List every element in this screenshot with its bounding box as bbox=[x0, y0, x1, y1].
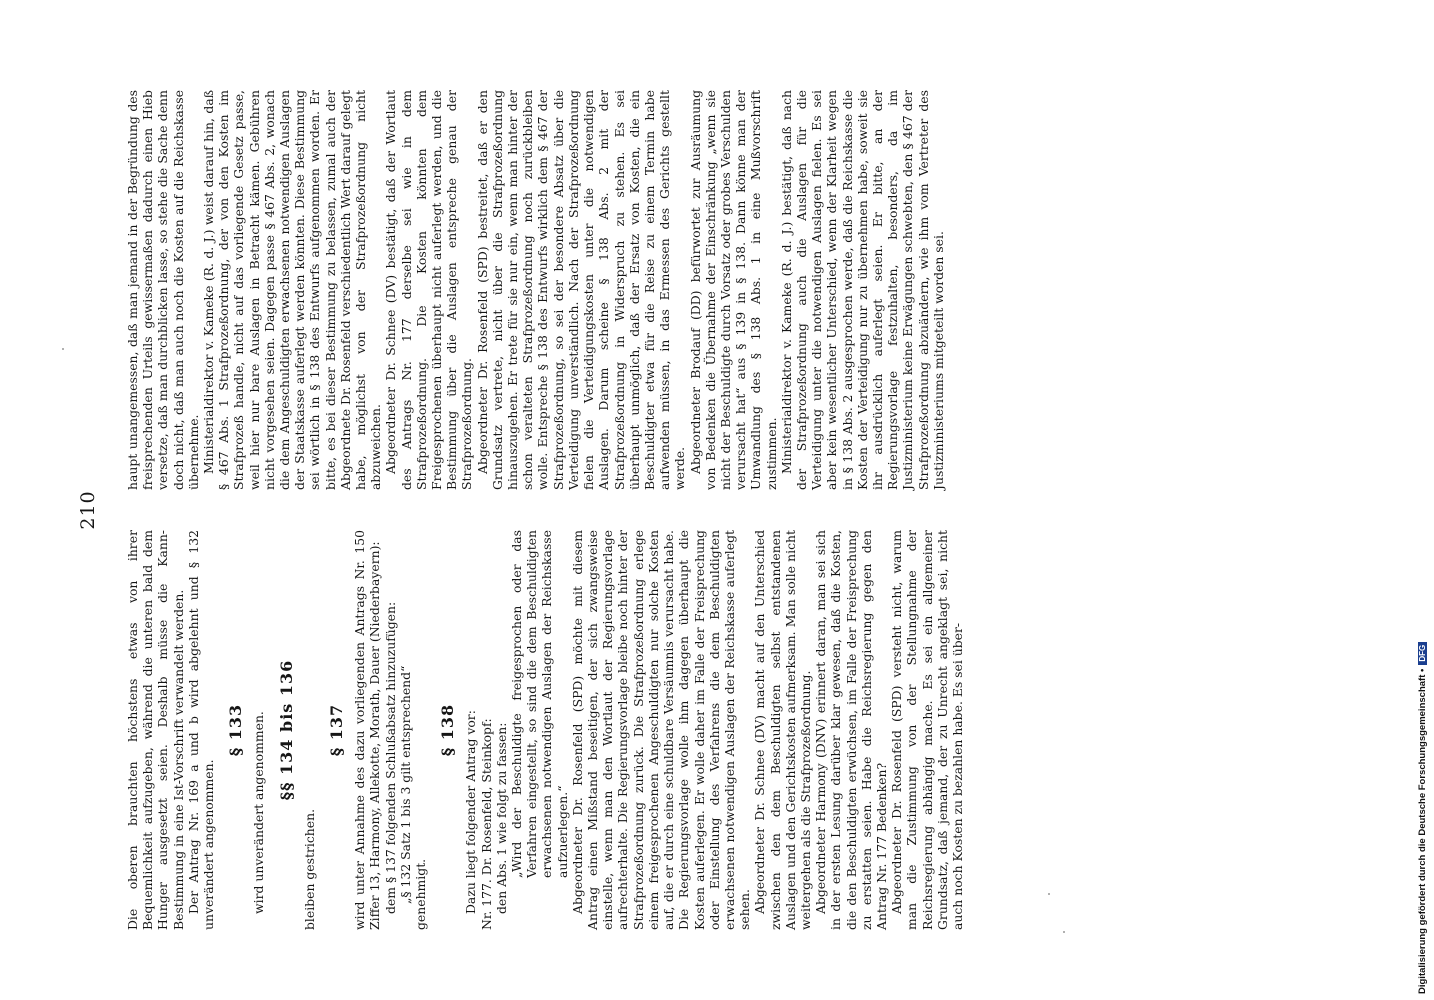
paragraph: dem § 137 folgenden Schlußabsatz hinzuzufügen: bbox=[382, 601, 398, 914]
paragraph: Ministerialdirektor v. Kameke (R. d. J.) bestätigt, daß nach der Strafprozeßordnung auch die Auslagen für die Verteidigung unter die notwendigen Auslagen fielen. Es sei aber kein wesentlicher Unterschied, wenn der Klarheit wegen in § 138 Abs. 2 ausgesprochen werde, daß die Reichskasse die Kosten der Verteidigung nur zu übernehmen habe, soweit sie ihr ausdrücklich auferlegt seien. Er bitte, an der Regierungsvorlage festzuhalten, besonders, da im Justizministerium keine Erwägungen schwebten, den § 467 der Strafprozeßordnung abzuändern, wie ihm vom Vertreter des Justizministeriums mitgeteilt worden sei. bbox=[778, 90, 946, 490]
scan-speck bbox=[1063, 931, 1065, 933]
section-heading: § 138 bbox=[438, 703, 458, 757]
paragraph: Abgeordneter Dr. Rosenfeld (SPD) bestreitet, daß er den Grundsatz vertrete, nicht über die Strafprozeßordnung hinauszugehen. Er trete für sie nur ein, wenn man hinter der schon veralteten Strafprozeßordnung noch zurückbleiben wolle. Entspreche § 138 des Entwurfs wirklich dem § 467 der Strafprozeßordnung, so sei der besondere Absatz über die Verteidigung unverständlich. Nach der Strafprozeßordnung fielen die Verteidigungskosten unter die notwendigen Auslagen. Darum scheine § 138 Abs. 2 mit der Strafprozeßordnung in Widerspruch zu stehen. Es sei überhaupt unmöglich, daß der Ersatz von Kosten, die ein Beschuldigter etwa für die Reise zu einem Termin habe aufwenden müssen, in das Ermessen des Gerichts gestellt werde. bbox=[474, 90, 688, 490]
dfg-logo: DFG bbox=[1418, 642, 1427, 665]
paragraph: „§ 132 Satz 1 bis 3 gilt entsprechend“ bbox=[397, 665, 413, 904]
paragraph: Nr. 177. Dr. Rosenfeld, Steinkopf: bbox=[478, 718, 494, 930]
funding-note bbox=[1417, 4, 1428, 994]
rotated-page bbox=[77, 90, 1235, 930]
paragraph: Abgeordneter Harmony (DNV) erinnert daran, man sei sich in der ersten Lesung darüber klar gewesen, daß die Kosten, die den Beschuldigten erwüchsen, im Falle der Freisprechung zu erstatten seien. Habe die Reichsregierung gegen den Antrag Nr. 177 Bedenken? bbox=[813, 530, 889, 930]
left-column bbox=[125, 530, 965, 930]
paragraph: Abgeordneter Dr. Rosenfeld (SPD) versteht nicht, warum man die Zustimmung von der Stellungnahme der Reichsregierung abhängig mache. Es sei ein allgemeiner Grundsatz, daß jemand, der zu Unrecht angeklagt sei, nicht auch noch Kosten zu bezahlen habe. Es sei über- bbox=[889, 530, 965, 930]
page-number: 210 bbox=[77, 490, 99, 530]
right-column bbox=[125, 90, 946, 490]
paragraph: wird unverändert angenommen. bbox=[251, 711, 267, 914]
section-heading: §§ 134 bis 136 bbox=[276, 659, 296, 801]
section-heading: § 137 bbox=[327, 703, 347, 757]
scan-speck bbox=[1048, 893, 1050, 895]
paragraph: wird unter Annahme des dazu vorliegenden Antrags Nr. 150 Ziffer 13, Harmony, Allekotte, Morath, Dauer (Niederbayern): bbox=[352, 530, 383, 930]
paragraph: Abgeordneter Dr. Schnee (DV) bestätigt, daß der Wortlaut des Antrags Nr. 177 derselbe sei wie in dem Strafprozeßordnung. Die Kosten könnten dem Freigesprochenen überhaupt nicht auferlegt werden, und die Bestimmung über die Auslagen entspreche genau der Strafprozeßordnung. bbox=[383, 90, 475, 490]
paragraph: Abgeordneter Dr. Rosenfeld (SPD) möchte mit diesem Antrag einen Mißstand beseitigen, der sich zwangsweise einstelle, wenn man den Wortlaut der Regierungsvorlage aufrechterhalte. Die Regierungsvorlage bleibe noch hinter der Strafprozeßordnung zurück. Die Strafprozeßordnung erlege einem freigesprochenen Angeschuldigten nur solche Kosten auf, die er durch eine schuldbare Versäumnis verursacht habe. Die Regierungsvorlage wolle ihm dagegen überhaupt die Kosten auferlegen. Er wolle daher im Falle der Freisprechung oder Einstellung des Verfahrens die dem Beschuldigten erwachsenen notwendigen Auslagen der Reichskasse auferlegt sehen. bbox=[569, 530, 753, 930]
section-heading: § 133 bbox=[226, 703, 246, 757]
paragraph: Dazu liegt folgender Antrag vor: bbox=[463, 710, 479, 914]
paragraph: „Wird der Beschuldigte freigesprochen oder das Verfahren eingestellt, so sind die dem Beschuldigten erwachsenen notwendigen Auslagen der Reichskasse aufzuerlegen.“ bbox=[509, 530, 570, 878]
paragraph: Die oberen brauchten höchstens etwas von ihrer Bequemlichkeit aufzugeben, während die unteren bald dem Hunger ausgesetzt seien. Deshalb müsse die Kann-Bestimmung in eine Ist-Vorschrift verwandelt werden. bbox=[125, 530, 186, 930]
paragraph: den Abs. 1 wie folgt zu fassen: bbox=[493, 722, 509, 914]
paragraph: genehmigt. bbox=[413, 858, 429, 930]
paragraph: Der Antrag Nr. 169 a und b wird abgelehnt und § 132 unverändert angenommen. bbox=[185, 530, 217, 930]
funding-text: Digitalisierung gefördert durch die Deutsche Forschungsgemeinschaft • bbox=[1417, 668, 1428, 994]
paragraph: Abgeordneter Brodauf (DD) befürwortet zur Ausräumung von Bedenken die Übernahme der Einschränkung „wenn sie nicht der Beschuldigte durch Vorsatz oder grobes Verschulden verursacht hat“ aus § 139 in § 138. Dann könne man der Umwandlung des § 138 Abs. 1 in eine Mußvorschrift zustimmen. bbox=[687, 90, 779, 490]
scan-speck bbox=[62, 348, 64, 350]
paragraph: bleiben gestrichen. bbox=[301, 808, 317, 930]
paragraph: Ministerialdirektor v. Kameke (R. d. J.) weist darauf hin, daß § 467 Abs. 1 Strafprozeßordnung, der von den Kosten im Strafprozeß handle, nicht auf das vorliegende Gesetz passe, weil hier nur bare Auslagen in Betracht kämen. Gebühren nicht vorgesehen seien. Dagegen passe § 467 Abs. 2, wonach die dem Angeschuldigten erwachsenen notwendigen Auslagen der Staatskasse auferlegt werden könnten. Diese Bestimmung sei wörtlich in § 138 des Entwurfs aufgenommen worden. Er bitte, es bei dieser Bestimmung zu belassen, zumal auch der Abgeordnete Dr. Rosenfeld verschiedentlich Wert darauf gelegt habe, möglichst von der Strafprozeßordnung nicht abzuweichen. bbox=[201, 90, 384, 490]
paragraph: haupt unangemessen, daß man jemand in der Begründung des freisprechenden Urteils gewissermaßen dadurch einen Hieb versetze, daß man durchblicken lasse, so stehe die Sache denn doch nicht, daß man auch noch die Kosten auf die Reichskasse übernehme. bbox=[125, 90, 201, 490]
paragraph: Abgeordneter Dr. Schnee (DV) macht auf den Unterschied zwischen den dem Beschuldigten selbst entstandenen Auslagen und den Gerichtskosten aufmerksam. Man solle nicht weitergehen als die Strafprozeßordnung. bbox=[752, 530, 813, 930]
